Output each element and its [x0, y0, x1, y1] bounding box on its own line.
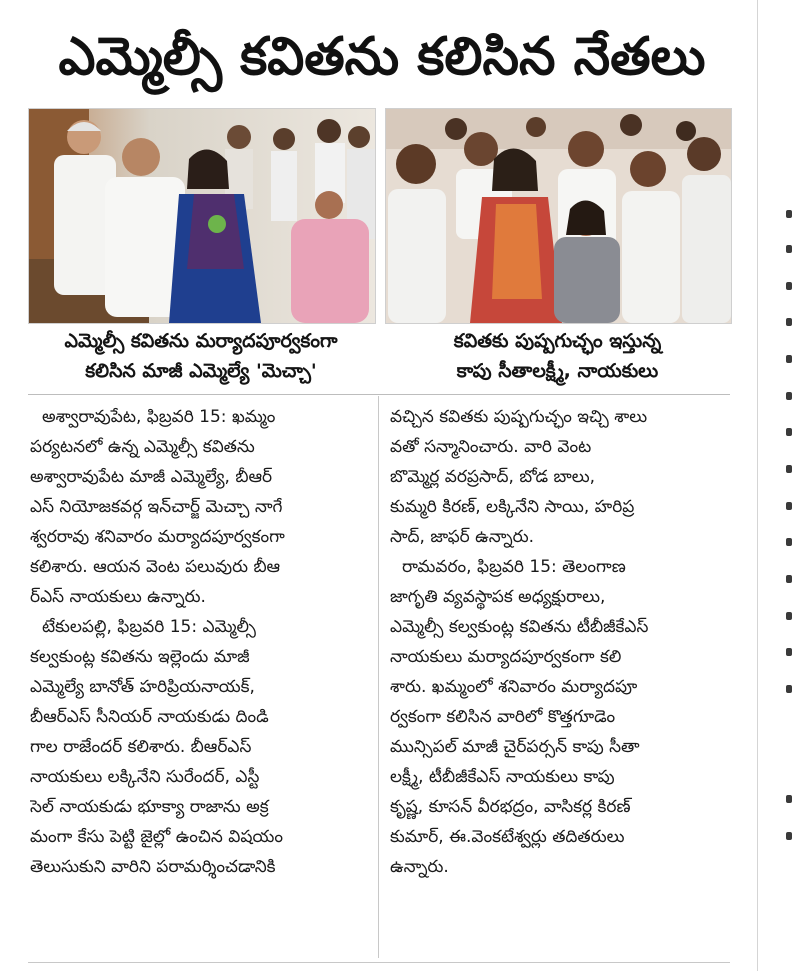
fragment-mark: [786, 795, 792, 803]
caption-divider: [28, 394, 730, 395]
fragment-mark: [786, 245, 792, 253]
column-divider: [378, 396, 379, 958]
article-line: ఎమ్మెల్యే బానోత్ హరిప్రియనాయక్,: [30, 677, 255, 697]
caption-left-line-2: కలిసిన మాజీ ఎమ్మెల్యే 'మెచ్చా': [85, 360, 317, 382]
fragment-mark: [786, 612, 792, 620]
article-line: అశ్వారావుపేట, ఫిబ్రవరి 15: ఖమ్మం: [42, 407, 276, 427]
article-line: టేకులపల్లి, ఫిబ్రవరి 15: ఎమ్మెల్సీ: [42, 617, 256, 637]
article-line: బీఆర్‌ఎస్ సీనియర్ నాయకుడు దిండి: [30, 707, 269, 727]
article-line: సెల్ నాయకుడు భూక్యా రాజాను అక్ర: [30, 797, 269, 817]
adjacent-column-fragments: [782, 0, 800, 971]
fragment-mark: [786, 502, 792, 510]
article-column-left: [30, 402, 370, 958]
photo-illustration-left: [29, 109, 375, 323]
article-line: ఎమ్మెల్సీ కల్వకుంట్ల కవితను టీబీజీకేఎస్: [390, 617, 649, 637]
article-line: మున్సిపల్ మాజీ చైర్‌పర్సన్ కాపు సీతా: [390, 737, 640, 757]
article-line: రామవరం, ఫిబ్రవరి 15: తెలంగాణ: [402, 557, 626, 577]
article-line: కుమార్, ఈ.వెంకటేశ్వర్లు తదితరులు: [390, 827, 625, 847]
caption-left-line-1: ఎమ్మెల్సీ కవితను మర్యాదపూర్వకంగా: [64, 330, 338, 352]
article-line: ర్వకంగా కలిసిన వారిలో కొత్తగూడెం: [390, 707, 616, 727]
article-line: ఎస్ నియోజకవర్గ ఇన్‌చార్జ్ మెచ్చా నాగే: [30, 497, 283, 517]
caption-right-line-1: కవితకు పుష్పగుచ్ఛం ఇస్తున్న: [453, 330, 662, 352]
fragment-mark: [786, 282, 792, 290]
fragment-mark: [786, 832, 792, 840]
article-line: శ్వరరావు శనివారం మర్యాదపూర్వకంగా: [30, 527, 285, 547]
article-line: శారు. ఖమ్మంలో శనివారం మర్యాదపూ: [390, 677, 638, 697]
article-line: నాయకులు లక్కినేని సురేందర్, ఎస్టీ: [30, 767, 260, 787]
fragment-mark: [786, 318, 792, 326]
photo-kavitha-meeting-mecha: [28, 108, 376, 324]
fragment-mark: [786, 428, 792, 436]
article-line: అశ్వారావుపేట మాజీ ఎమ్మెల్యే, బీఆర్: [30, 467, 273, 487]
article-line: ర్‌ఎస్ నాయకులు ఉన్నారు.: [30, 587, 206, 607]
article-line: కలిశారు. ఆయన వెంట పలువురు బీఆ: [30, 557, 281, 577]
article-line: గాల రాజేందర్ కలిశారు. బీఆర్‌ఎస్: [30, 737, 252, 757]
article-line: వచ్చిన కవితకు పుష్పగుచ్ఛం ఇచ్చి శాలు: [390, 407, 648, 427]
article-line: కృష్ణ, కూసన్ వీరభద్రం, వాసికర్ల కిరణ్: [390, 797, 631, 817]
article-line: కల్వకుంట్ల కవితను ఇల్లెందు మాజీ: [30, 647, 250, 667]
fragment-mark: [786, 575, 792, 583]
article-line: తెలుసుకుని వారిని పరామర్శించడానికి: [30, 857, 276, 877]
article-line: మంగా కేసు పెట్టి జైల్లో ఉంచిన విషయం: [30, 827, 283, 847]
caption-right-line-2: కాపు సీతాలక్ష్మీ, నాయకులు: [456, 360, 659, 382]
article-line: పర్యటనలో ఉన్న ఎమ్మెల్సీ కవితను: [30, 437, 255, 457]
fragment-mark: [786, 648, 792, 656]
article-column-right: [390, 402, 730, 958]
fragment-mark: [786, 392, 792, 400]
fragment-mark: [786, 210, 792, 218]
article-line: సాద్, జాఫర్ ఉన్నారు.: [390, 527, 534, 547]
article-line: లక్ష్మీ, టీబీజీకేఎస్ నాయకులు కాపు: [390, 767, 615, 787]
fragment-mark: [786, 685, 792, 693]
photo-caption-left: [28, 326, 374, 390]
article-line: బొమ్మెర్ల వరప్రసాద్, బోడ బాలు,: [390, 467, 596, 487]
photo-illustration-right: [386, 109, 731, 323]
headline: ఎమ్మెల్సీ కవితను కలిసిన నేతలు: [58, 27, 706, 87]
article-line: నాయకులు మర్యాదపూర్వకంగా కలి: [390, 647, 622, 667]
fragment-mark: [786, 538, 792, 546]
bottom-divider: [28, 962, 730, 963]
article-line: కుమ్మరి కిరణ్, లక్కినేని సాయి, హరిప్ర: [390, 497, 635, 517]
page-edge-border: [757, 0, 758, 971]
article-line: వతో సన్మానించారు. వారి వెంట: [390, 437, 592, 457]
article-line: ఉన్నారు.: [390, 857, 449, 877]
photo-kavitha-bouquet: [385, 108, 732, 324]
photo-caption-right: [385, 326, 730, 390]
fragment-mark: [786, 355, 792, 363]
article-line: జాగృతి వ్యవస్థాపక అధ్యక్షురాలు,: [390, 587, 606, 607]
fragment-mark: [786, 465, 792, 473]
